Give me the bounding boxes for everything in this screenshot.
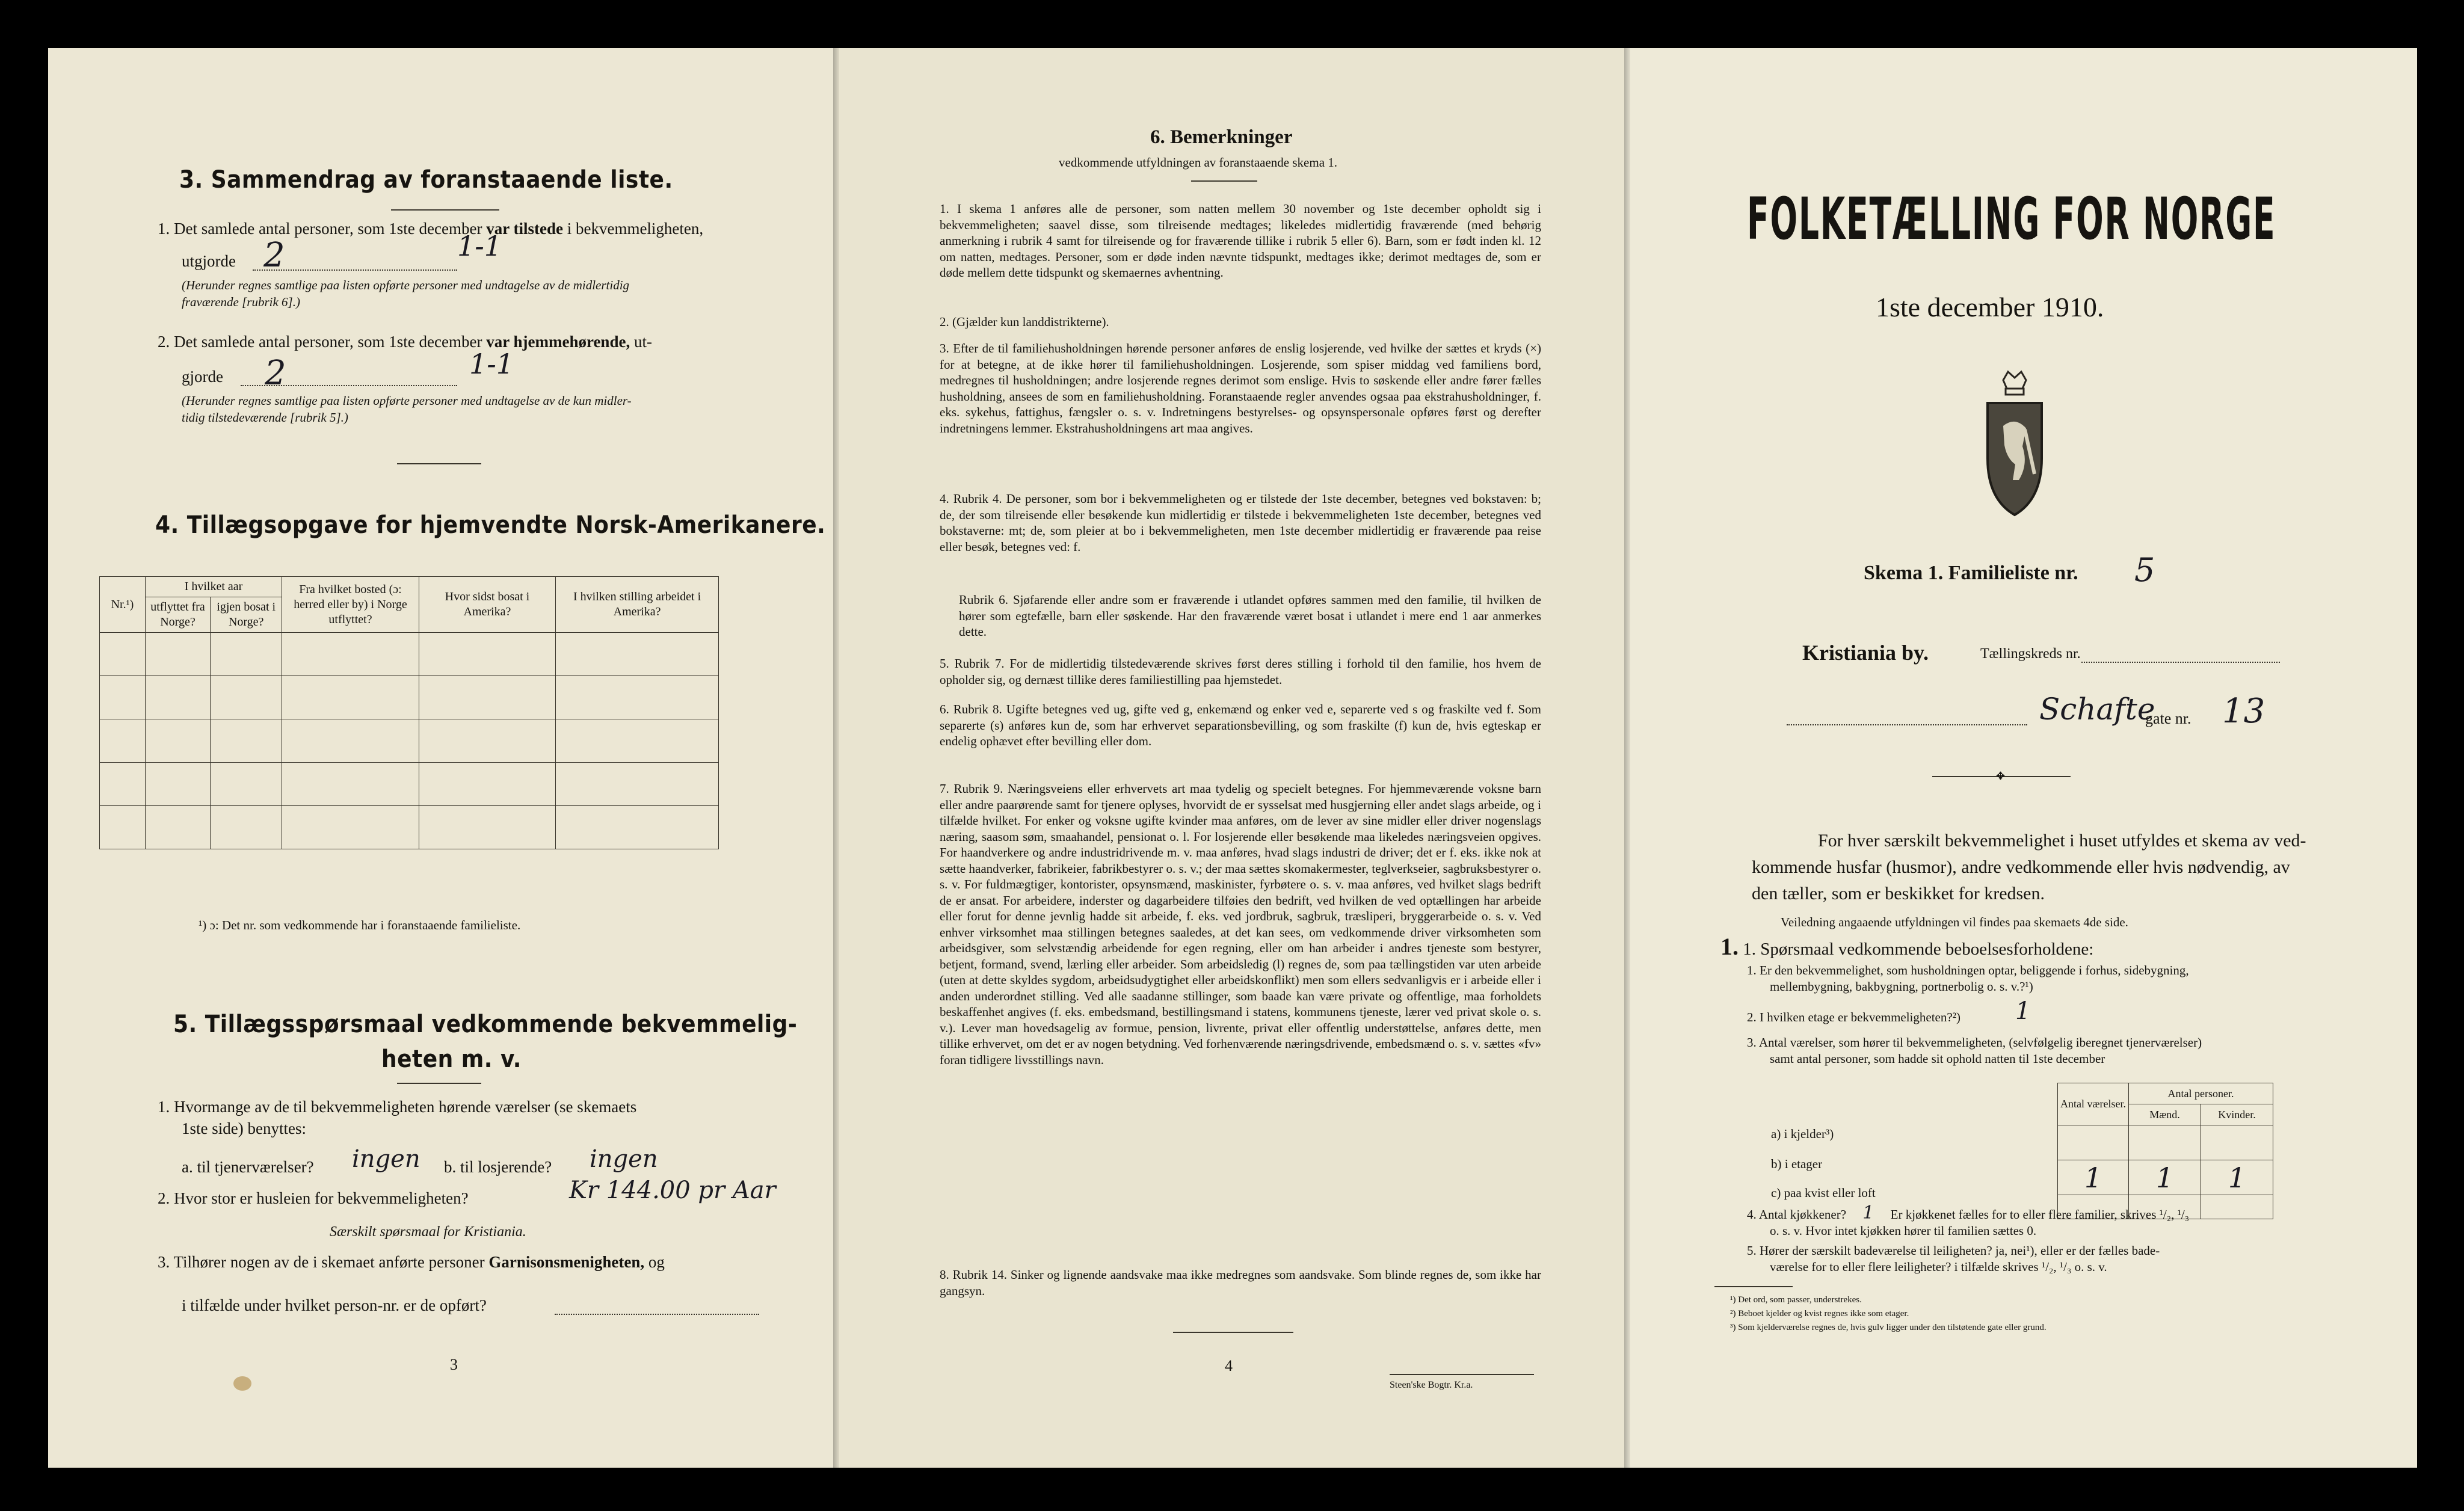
- ornament-icon: ✥: [1996, 770, 2006, 783]
- row-label-kjelder: a) i kjelder³): [1771, 1127, 1834, 1141]
- handwritten-count-detail: 1-1: [469, 348, 514, 380]
- col-vaerelser: Antal værelser.: [2058, 1083, 2129, 1125]
- s5-question-3: 3. Tilhører nogen av de i skemaet anførte personer Garnisonsmenigheten, og: [158, 1253, 665, 1271]
- remark-2: 2. (Gjælder kun landdistrikterne).: [940, 315, 1109, 329]
- row-label-kvist: c) paa kvist eller loft: [1771, 1186, 1876, 1200]
- s5-question-2: 2. Hvor stor er husleien for bekvemmeligheten?: [158, 1189, 469, 1207]
- remarks-heading: 6. Bemerkninger: [1150, 126, 1293, 148]
- kreds-line: [2081, 662, 2280, 663]
- table-row: [100, 763, 719, 806]
- rooms-persons-table: [2057, 1083, 2273, 1219]
- footnotes: ¹) Det ord, som passer, understrekes. ²) Beboet kjelder og kvist regnes ikke som etager. ³) Som kjelderværelse regnes de, hvis gulv ligger under den tilstøtende gate eller grund.: [1730, 1295, 2047, 1332]
- census-date: 1ste december 1910.: [1876, 292, 2104, 322]
- intro-guidance: Veiledning angaaende utfyldningen vil findes paa skemaets 4de side.: [1781, 915, 2128, 929]
- col-igjen: igjen bosat i Norge?: [211, 597, 282, 633]
- page-fold: [1624, 48, 1630, 1468]
- paper-stain: [233, 1376, 251, 1391]
- col-stilling: I hvilken stilling arbeidet i Amerika?: [556, 577, 719, 633]
- table-row: [100, 719, 719, 763]
- s5-question-1b: 1ste side) benyttes:: [182, 1119, 306, 1137]
- remark-4: 4. Rubrik 4. De personer, som bor i bekvemmeligheten og er tilstede der 1ste december, betegnes ved bokstaven: b; de, der som tilreisende eller besøkende kun midlertidig er tilstede i bekvemmeligheten 1ste december, betegnes ved bokstaverne: mt; de, som pleier at bo i bekvemmeligheten, men 1ste december midlertidig er fraværende paa reise eller besøk, betegnes ved: f.: [940, 491, 1541, 554]
- norsk-amerikanere-table: [99, 576, 719, 849]
- s3-item-1-note: (Herunder regnes samtlige paa listen opførte personer med undtagelse av de midlertidig fraværende [rubrik 6].): [182, 278, 630, 309]
- col-maend: Mænd.: [2129, 1104, 2201, 1125]
- question-3: 3. Antal værelser, som hører til bekvemmeligheten, (selvfølgelig iberegnet tjenerværelser) samt antal personer, som hadde sit ophold natten til 1ste december: [1747, 1035, 2202, 1066]
- question-1: 1. Er den bekvemmelighet, som husholdningen optar, beliggende i forhus, sidebygning, mellembygning, bakbygning, portnerbolig o. s. v.?¹): [1747, 963, 2189, 994]
- section-3-heading: 3. Sammendrag av foranstaaende liste.: [179, 166, 673, 194]
- printer-mark: Steen'ske Bogtr. Kr.a.: [1390, 1380, 1473, 1390]
- handwritten-rent: Kr 144.00 pr Aar: [569, 1177, 776, 1204]
- remark-5: 5. Rubrik 7. For de midlertidig tilstedeværende skrives først deres stilling i forhold til den familie, hos hvem de opholder sig, og dernæst tillike deres familiestilling paa hjemstedet.: [940, 656, 1541, 687]
- handwritten-men: 1: [2129, 1160, 2201, 1195]
- section-5-heading: 5. Tillægsspørsmaal vedkommende bekvemmelig-: [173, 1011, 798, 1038]
- row-label-etager: b) i etager: [1771, 1157, 1823, 1171]
- s5-question-1c: a. til tjenerværelser?: [182, 1158, 314, 1176]
- handwritten-floor: 1: [2015, 997, 2031, 1025]
- col-utflyttet: utflyttet fra Norge?: [145, 597, 210, 633]
- s3-item-1: 1. Det samlede antal personer, som 1ste december var tilstede i bekvemmeligheten,: [158, 220, 704, 238]
- divider: [1173, 1332, 1293, 1333]
- city-label: Kristiania by.: [1802, 641, 1929, 665]
- remark-7: 7. Rubrik 9. Næringsveiens eller erhvervets art maa tydelig og specielt betegnes. For hjemmeværende voksne barn eller andre paarørende samt for tjenere oplyses, hvorvidt de er sysselsat med husgjerning eller andet slags arbeide, og i tilfælde hvilket. For enker og voksne ugifte kvinder maa anføres, om de lever av sine midler eller driver nogenslags næring, saasom søm, smaahandel, pensionat o. l. For losjerende eller besøkende maa likeledes næringsveien opgives. For haandverkere og andre industridrivende m. v. maa anføres, hvad slags industri de driver; det er f. eks. ikke nok at sætte haandverker, fabrikeier, fabrikbestyrer o. s. v.; der maa sættes skomakermester, teglverkseier, sagbruksbestyrer o. s. v. For fuldmægtiger, kontorister, opsynsmænd, maskinister, fyrbøtere o. s. v. maa anføres, ved hvilket slags bedrift de er ansat. For arbeidere, inderster og dagarbeidere tilføies den bedrift, ved hvilken de ved optællingen har arbeide eller forut for denne jevnlig hadde sit arbeide, f. eks. ved jordbruk, sagbruk, træsliperi, bryggerarbeide o. s. v. Ved enhver virksomhet maa stillingen betegnes saaledes, at det kan sees, om vedkommende driver virksomheten som arbeidsgiver, som selvstændig arbeidende for egen regning, eller om han arbeider i andres tjeneste som bestyrer, betjent, formand, svend, lærling eller arbeider. Som arbeidsledig (l) regnes de, som paa tællingstiden var uten arbeide (uten at dette skyldes sygdom, arbeidsudygtighet eller arbeidskonflikt) men som ellers sedvanligvis er i arbeide eller i anden underordnet stilling. Ved alle saadanne stillinger, som baade kan være private og offentlige, maa forholdets beskaffenhet angives (f. eks. embedsmand, bestillingsmand i statens, kommunens tjeneste, lærer ved privat skole o. s. v.). Lever man hovedsagelig av formue, pension, livrente, privat eller offentlig understøttelse, anføres dette, men tillike erhvervet, om det er av nogen betydning. Ved forhenværende næringsdrivende, embedsmænd o. s. v. sættes «fv» foran tidligere livsstillings navn.: [940, 781, 1541, 1067]
- divider: [1390, 1374, 1534, 1375]
- s3-item-2: 2. Det samlede antal personer, som 1ste december var hjemmehørende, ut-: [158, 333, 652, 351]
- table-row: [100, 676, 719, 719]
- page-fold: [833, 48, 839, 1468]
- divider: [1714, 1286, 1793, 1287]
- handwritten-answer: ingen: [590, 1145, 658, 1173]
- s5-question-1d: b. til losjerende?: [444, 1158, 552, 1176]
- s3-item-1-label: utgjorde: [182, 252, 236, 270]
- col-bosted: Fra hvilket bosted (ɔ: herred eller by) i Norge utflyttet?: [282, 577, 419, 633]
- table-row: [2058, 1125, 2273, 1160]
- handwritten-count: 2: [265, 354, 286, 393]
- col-nr: Nr.¹): [100, 577, 146, 633]
- question-4: 4. Antal kjøkkener? 1 Er kjøkkenet fælles for to eller flere familier, skrives ¹/₂, ¹/₃ o. s. v. Hvor intet kjøkken hører til familien sættes 0.: [1747, 1202, 2190, 1238]
- col-amerika: Hvor sidst bosat i Amerika?: [419, 577, 555, 633]
- section-4-heading: 4. Tillægsopgave for hjemvendte Norsk-Amerikanere.: [155, 511, 826, 539]
- page-number: 4: [1225, 1357, 1233, 1374]
- handwritten-women: 1: [2201, 1160, 2273, 1195]
- table-row: [100, 806, 719, 849]
- table-row: [2058, 1160, 2273, 1195]
- table-footnote: ¹) ɔ: Det nr. som vedkommende har i foranstaaende familieliste.: [199, 918, 521, 932]
- divider: [1191, 180, 1257, 182]
- col-group-year: I hvilket aar: [145, 577, 282, 597]
- coat-of-arms-icon: [1979, 368, 2050, 519]
- questions-heading: 1. 1. Spørsmaal vedkommende beboelsesforholdene:: [1720, 933, 2094, 960]
- remark-4b: Rubrik 6. Sjøfarende eller andre som er fraværende i utlandet opføres sammen med den familie, til hvilken de hører som egtefælle, barn eller søskende. Har den fraværende været bosat i utlandet i mere end 1 aar anmerkes dette.: [959, 592, 1541, 639]
- question-5: 5. Hører der særskilt badeværelse til leiligheten? ja, nei¹), eller er der fælles bade- værelse for to eller flere leiligheter? i tilfælde skrives ¹/₂, ¹/₃ o. s. v.: [1747, 1243, 2160, 1274]
- street-line: [1787, 724, 2027, 725]
- handwritten-gate-number: 13: [2222, 692, 2265, 731]
- col-personer: Antal personer.: [2129, 1083, 2273, 1104]
- skema-label: Skema 1. Familieliste nr.: [1864, 562, 2078, 584]
- handwritten-rooms: 1: [2058, 1160, 2129, 1195]
- s5-question-3b: i tilfælde under hvilket person-nr. er de opført?: [182, 1296, 487, 1314]
- s5-subheading: Særskilt spørsmaal for Kristiania.: [330, 1224, 526, 1240]
- remark-8: 8. Rubrik 14. Sinker og lignende aandsvake maa ikke medregnes som aandsvake. Som blinde regnes de, som ikke har gangsyn.: [940, 1267, 1541, 1298]
- s3-item-2-label: gjorde: [182, 368, 223, 386]
- remark-6: 6. Rubrik 8. Ugifte betegnes ved ug, gifte ved g, enkemænd og enker ved e, separerte ved s og fraskilte ved f. Som separerte (s) anføres kun de, som har erhvervet separationsbevilling, og som fraskilte (f) kun de, hvis egteskap er endelig ophævet efter bevilling eller dom.: [940, 702, 1541, 748]
- s5-question-3-line: [555, 1314, 759, 1315]
- divider: [397, 1083, 481, 1084]
- question-2: 2. I hvilken etage er bekvemmeligheten?²): [1747, 1010, 1960, 1024]
- handwritten-answer: ingen: [352, 1145, 420, 1173]
- handwritten-count-detail: 1-1: [457, 230, 502, 262]
- gate-label: gate nr.: [2145, 710, 2191, 727]
- kreds-label: Tællingskreds nr.: [1980, 646, 2081, 662]
- handwritten-family-number: 5: [2134, 551, 2155, 589]
- table-row: [100, 633, 719, 676]
- divider: [391, 209, 499, 211]
- handwritten-street: Schafte: [2039, 692, 2155, 727]
- intro-text: For hver særskilt bekvemmelighet i huset utfyldes et skema av ved- kommende husfar (husmor), andre vedkommende eller hvis nødvendig, av den tæller, som er beskikket for kredsen.: [1752, 831, 2306, 903]
- remark-3: 3. Efter de til familiehusholdningen hørende personer anføres de enslig losjerende, ved hvilke der sættes et kryds (×) for at betegne, at de ikke hører til familiehusholdningen. Losjerende, som spiser middag ved familiens bord, medregnes til husholdningen; andre losjerende regnes derimot som enslige. Hvis to søskende eller andre fører fælles husholdning, ansees de som en familiehusholdning. Foranstaaende regler anvendes ogsaa paa ekstrahusholdninger, f. eks. sykehus, fattighus, fængsler o. s. v. Indretningens bestyrelses- og opsynspersonale opføres først og derefter indretningens lemmer. Ekstrahusholdningens art maa angives.: [940, 341, 1541, 435]
- divider: [397, 463, 481, 464]
- form-title: FOLKETÆLLING FOR NORGE: [1747, 185, 2276, 253]
- remark-1: 1. I skema 1 anføres alle de personer, som natten mellem 30 november og 1ste december opholdt sig i bekvemmeligheten; saavel disse, som tilreisende medtages; likeledes midlertidig fraværende (med behørig anmerkning i rubrik 4 samt for tilreisende og for fraværende tillike i rubrik 5 eller 6). Barn, som er født inden kl. 12 om natten, medtages. Personer, som er døde inden nævnte tidspunkt, medtages ikke; derimot medtages de, som er døde mellem dette tidspunkt og skemaernes avhentning.: [940, 202, 1541, 280]
- handwritten-count: 2: [263, 236, 285, 275]
- s3-item-2-note: (Herunder regnes samtlige paa listen opførte personer med undtagelse av de kun midler- tidig tilstedeværende [rubrik 5].): [182, 393, 632, 425]
- section-5-heading-2: heten m. v.: [381, 1045, 522, 1073]
- s5-question-1: 1. Hvormange av de til bekvemmeligheten hørende værelser (se skemaets: [158, 1098, 637, 1116]
- col-kvinder: Kvinder.: [2201, 1104, 2273, 1125]
- page-number: 3: [450, 1356, 458, 1373]
- remarks-subheading: vedkommende utfyldningen av foranstaaende skema 1.: [1059, 155, 1338, 170]
